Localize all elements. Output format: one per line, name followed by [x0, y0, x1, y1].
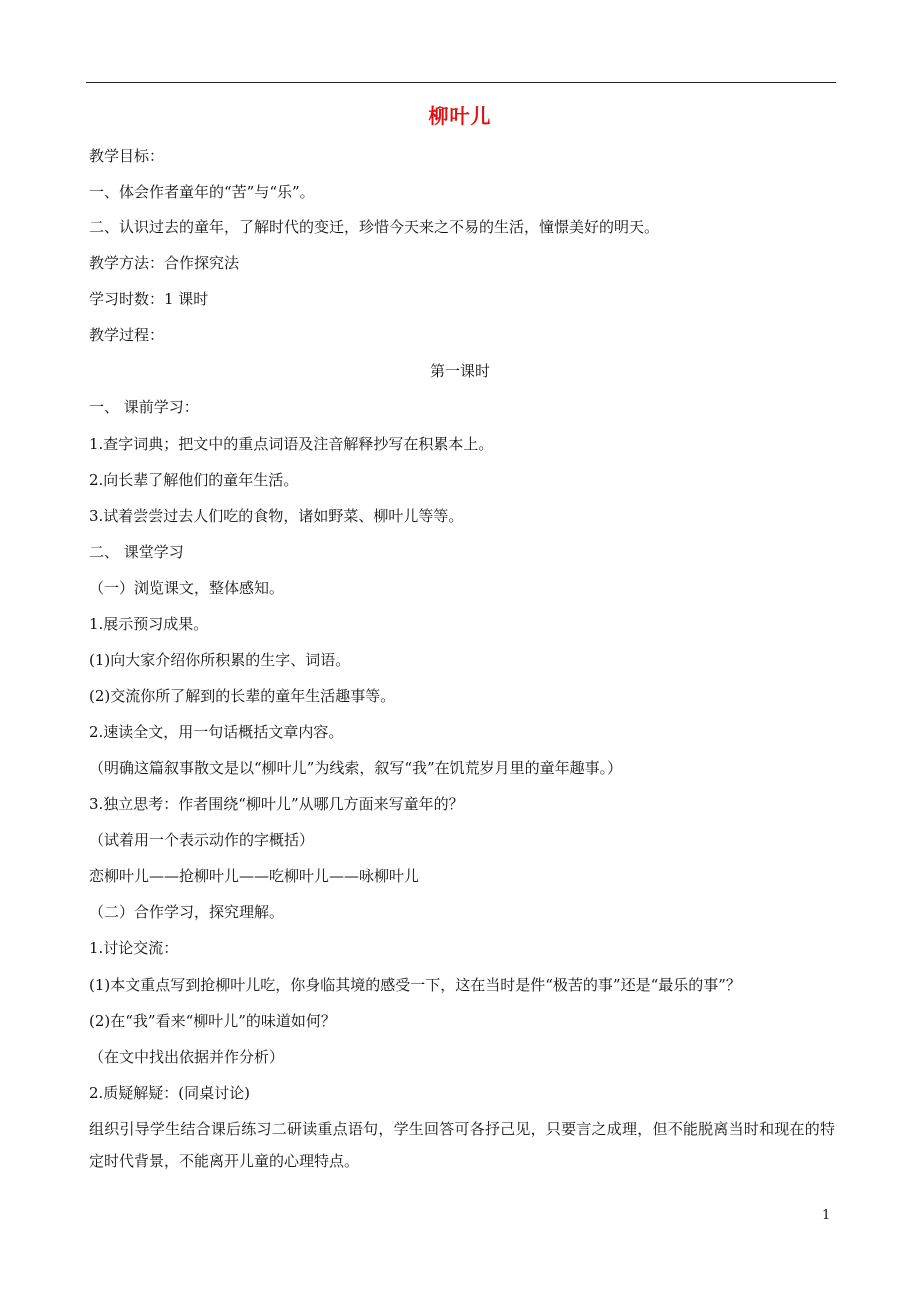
text-line: 2.质疑解疑：(同桌讨论): [89, 1084, 251, 1102]
text-line: (2)在“我”看来“柳叶儿”的味道如何？: [89, 1012, 336, 1030]
text-line: 2.向长辈了解他们的童年生活。: [89, 471, 299, 489]
text-line: （在文中找出依据并作分析）: [89, 1048, 285, 1066]
text-line: 1.讨论交流：: [89, 939, 179, 957]
text-line: 教学目标：: [89, 147, 165, 165]
text-line: 二、认识过去的童年，了解时代的变迁，珍惜今天来之不易的生活，憧憬美好的明天。: [89, 218, 660, 236]
text-line: 学习时数：1 课时: [89, 290, 209, 308]
text-line: （试着用一个表示动作的字概括）: [89, 831, 315, 849]
text-line: 一、体会作者童年的“苦”与“乐”。: [89, 183, 315, 201]
page-number: 1: [822, 1208, 831, 1223]
document-title: 柳叶儿: [428, 104, 492, 128]
text-line: 3.独立思考：作者围绕“柳叶儿”从哪几方面来写童年的？: [89, 795, 464, 813]
text-line: （二）合作学习，探究理解。: [89, 903, 285, 921]
text-line: 一、 课前学习：: [89, 398, 199, 416]
text-line: (1)向大家介绍你所积累的生字、词语。: [89, 651, 351, 669]
text-line: 1.展示预习成果。: [89, 615, 209, 633]
text-line: （一）浏览课文，整体感知。: [89, 579, 285, 597]
text-line: (2)交流你所了解到的长辈的童年生活趣事等。: [89, 687, 396, 705]
text-line: 二、 课堂学习: [89, 543, 184, 561]
text-line: （明确这篇叙事散文是以“柳叶儿”为线索，叙写“我”在饥荒岁月里的童年趣事。）: [89, 759, 623, 777]
text-line: 教学过程：: [89, 326, 165, 344]
text-line: 3.试着尝尝过去人们吃的食物，诸如野菜、柳叶儿等等。: [89, 507, 464, 525]
text-line: 恋柳叶儿——抢柳叶儿——吃柳叶儿——咏柳叶儿: [89, 867, 420, 885]
header-rule: [86, 82, 836, 83]
lesson-heading: 第一课时: [429, 362, 490, 380]
text-line: (1)本文重点写到抢柳叶儿吃，你身临其境的感受一下，这在当时是件“极苦的事”还是“最乐的事”？: [89, 976, 741, 994]
text-paragraph: 组织引导学生结合课后练习二研读重点语句，学生回答可各抒己见，只要言之成理，但不能脱离当时和现在的特定时代背景，不能离开儿童的心理特点。: [89, 1120, 835, 1170]
text-line: 教学方法：合作探究法: [89, 254, 240, 272]
text-line: 1.查字词典；把文中的重点词语及注音解释抄写在积累本上。: [89, 435, 494, 453]
text-line: 2.速读全文，用一句话概括文章内容。: [89, 723, 344, 741]
